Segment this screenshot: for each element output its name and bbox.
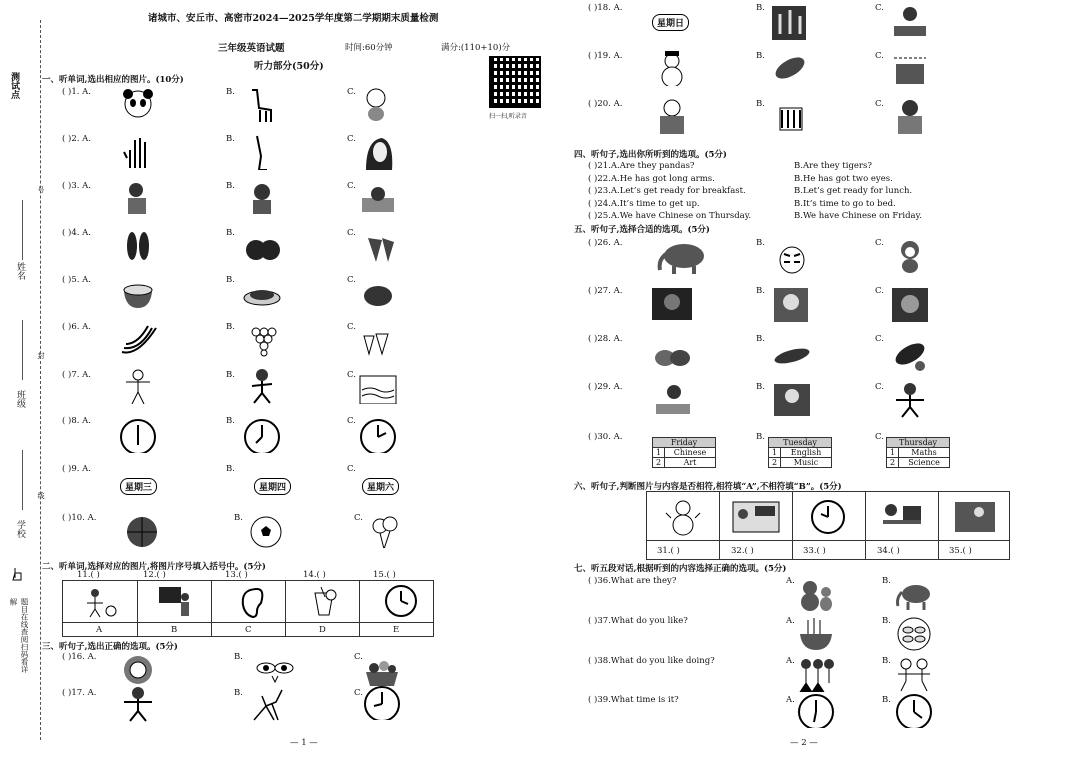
section-6-heading: 六、听句子,判断图片与内容是否相符,相符填“A”,不相符填“B”。(5分) — [574, 482, 842, 492]
q24-b: B.It’s time to go to bed. — [794, 198, 896, 209]
q8-c: C. — [347, 416, 356, 426]
kids-dancing-icon[interactable] — [894, 656, 934, 692]
panda-icon[interactable] — [118, 86, 158, 122]
q23-b: B.Let’s get ready for lunch. — [794, 186, 913, 196]
q10-row: ( )10. A. — [62, 513, 97, 523]
monkey-icon[interactable] — [358, 86, 398, 122]
q14-label: 14.( ) — [303, 570, 326, 580]
computer-user-icon[interactable] — [879, 500, 925, 534]
q36-a: A. — [786, 576, 795, 586]
school-blank — [22, 450, 23, 510]
q2-c: C. — [347, 134, 356, 144]
divider — [647, 540, 1009, 541]
q30-row: ( )30. A. — [588, 432, 623, 442]
page-number-1: — 1 — — [290, 738, 318, 748]
period: 1 — [653, 448, 665, 458]
q36-b: B. — [882, 576, 891, 586]
q18-c: C. — [875, 3, 884, 13]
q17-row: ( )17. A. — [62, 688, 97, 698]
face-icon[interactable] — [358, 134, 398, 170]
q8-row: ( )8. A. — [62, 416, 92, 426]
new-year-icon[interactable] — [890, 50, 930, 86]
basketball-icon[interactable] — [124, 512, 164, 548]
photo-c-icon[interactable] — [890, 286, 930, 322]
period: 1 — [769, 448, 781, 458]
giraffe-icon[interactable] — [242, 86, 282, 122]
period: 1 — [887, 448, 899, 458]
corn-icon[interactable] — [768, 50, 808, 86]
pointer-icon — [10, 566, 26, 584]
class-label: 班级 — [15, 390, 25, 408]
q23-row: ( )23.A.Let’s get ready for breakfast. — [588, 186, 746, 196]
q31-label: 31.( ) — [657, 546, 680, 556]
day-card-wednesday[interactable]: 星期三 — [120, 478, 157, 495]
subject: Art — [665, 458, 716, 468]
q28-c: C. — [875, 334, 884, 344]
timetable-day: Friday — [653, 438, 716, 448]
q35-label: 35.( ) — [949, 546, 972, 556]
period: 2 — [887, 458, 899, 468]
subject: Science — [899, 458, 950, 468]
kids-running-icon[interactable] — [796, 656, 836, 692]
q27-row: ( )27. A. — [588, 286, 623, 296]
q1-c: C. — [347, 87, 356, 97]
q21-b: B.Are they tigers? — [794, 161, 872, 171]
fruit-basket-icon[interactable] — [362, 652, 402, 688]
q2-b: B. — [226, 134, 235, 144]
snowman-icon[interactable] — [652, 50, 692, 86]
q27-c: C. — [875, 286, 884, 296]
girl-reading-icon[interactable] — [118, 180, 158, 216]
q37-row: ( )37.What do you like? — [588, 616, 688, 626]
q18-b: B. — [756, 3, 765, 13]
photo-b-icon[interactable] — [772, 286, 812, 322]
hand-icon[interactable] — [118, 134, 158, 170]
full-score: 满分:(110+10)分 — [441, 43, 511, 53]
q34-label: 34.( ) — [877, 546, 900, 556]
snowman-icon[interactable] — [665, 498, 701, 536]
classroom-scene-icon[interactable] — [731, 500, 781, 534]
divider — [359, 581, 360, 636]
q38-a: A. — [786, 656, 795, 666]
strawberries-icon[interactable] — [358, 322, 398, 358]
divider — [719, 492, 720, 559]
tomatoes-icon[interactable] — [242, 228, 282, 264]
q32-label: 32.( ) — [731, 546, 754, 556]
q39-row: ( )39.What time is it? — [588, 695, 679, 705]
page-1 — [42, 0, 538, 763]
clock-icon[interactable] — [242, 417, 282, 453]
q7-row: ( )7. A. — [62, 370, 92, 380]
q39-b: B. — [882, 695, 891, 705]
divider — [137, 581, 138, 636]
part2-table — [62, 570, 434, 637]
fold-line — [40, 20, 41, 740]
q8-b: B. — [226, 416, 235, 426]
q27-b: B. — [756, 286, 765, 296]
name-label: 姓名 — [15, 262, 25, 280]
q36-row: ( )36.What are they? — [588, 576, 677, 586]
ear-icon[interactable] — [233, 585, 269, 619]
lion-icon[interactable] — [118, 652, 158, 688]
classroom-icon[interactable] — [157, 585, 193, 619]
q20-b: B. — [756, 99, 765, 109]
q22-b: B.He has got two eyes. — [794, 173, 893, 184]
q13-label: 13.( ) — [225, 570, 248, 580]
subject: Maths — [899, 448, 950, 458]
girl-eating-icon[interactable] — [242, 180, 282, 216]
elephant-icon[interactable] — [652, 238, 712, 274]
beans-icon[interactable] — [118, 228, 158, 264]
section-5-heading: 五、听句子,选择合适的选项。(5分) — [574, 225, 710, 235]
q6-c: C. — [347, 322, 356, 332]
photo-a-icon[interactable] — [652, 286, 692, 322]
q4-b: B. — [226, 228, 235, 238]
qr-code[interactable] — [489, 56, 541, 108]
q21-row: ( )21.A.Are they pandas? — [588, 161, 695, 171]
divider — [865, 492, 866, 559]
q9-b: B. — [226, 464, 235, 474]
section-7-heading: 七、听五段对话,根据听到的内容选择正确的选项。(5分) — [574, 564, 787, 574]
q16-row: ( )16. A. — [62, 652, 97, 662]
qr-caption: 扫一扫,听录音 — [489, 113, 527, 120]
clock-icon[interactable] — [358, 417, 398, 453]
timetable-day: Tuesday — [769, 438, 832, 448]
leg-icon[interactable] — [242, 134, 282, 170]
q4-row: ( )4. A. — [62, 228, 92, 238]
kungfu-icon[interactable] — [890, 382, 930, 418]
boy-drawing-icon[interactable] — [772, 382, 812, 418]
seal-mark: 封 — [37, 352, 45, 359]
boy-writing-icon[interactable] — [652, 382, 692, 418]
eyes-icon[interactable] — [254, 652, 294, 688]
q10-b: B. — [234, 513, 243, 523]
q3-c: C. — [347, 181, 356, 191]
q33-label: 33.( ) — [803, 546, 826, 556]
clock-icon[interactable] — [362, 684, 402, 720]
name-blank — [22, 200, 23, 260]
q19-b: B. — [756, 51, 765, 61]
football-icon[interactable] — [248, 512, 288, 548]
q11-label: 11.( ) — [77, 570, 100, 580]
q25-row: ( )25.A.We have Chinese on Thursday. — [588, 211, 752, 221]
q22-row: ( )22.A.He has got long arms. — [588, 173, 715, 184]
q30-b: B. — [756, 432, 765, 442]
noodles-icon[interactable] — [796, 616, 836, 652]
clock-icon[interactable] — [118, 417, 158, 453]
letter-c: C — [245, 625, 252, 635]
letter-d: D — [319, 625, 326, 635]
timetable-a[interactable] — [652, 437, 716, 468]
boy-sleeping-icon[interactable] — [358, 180, 398, 216]
q17-b: B. — [234, 688, 243, 698]
q9-c: C. — [347, 464, 356, 474]
page-number-2: — 2 — — [790, 738, 818, 748]
q30-c: C. — [875, 432, 884, 442]
trees-icon[interactable] — [770, 4, 810, 40]
peas-icon[interactable] — [772, 336, 812, 372]
q38-b: B. — [882, 656, 891, 666]
rice-bowl-icon[interactable] — [118, 276, 158, 312]
q2-row: ( )2. A. — [62, 134, 92, 144]
q16-b: B. — [234, 652, 243, 662]
q1-row: ( )1. A. — [62, 87, 92, 97]
divider — [63, 622, 433, 623]
period: 2 — [769, 458, 781, 468]
q29-c: C. — [875, 382, 884, 392]
period: 2 — [653, 458, 665, 468]
q12-label: 12.( ) — [143, 570, 166, 580]
divider — [792, 492, 793, 559]
part6-table — [646, 491, 1010, 560]
q9-row: ( )9. A. — [62, 464, 92, 474]
brand-mark: 测试点 — [9, 72, 19, 99]
section-4-heading: 四、听句子,选出你所听到的选项。(5分) — [574, 150, 727, 160]
teacher-icon[interactable] — [890, 98, 930, 134]
letter-e: E — [393, 625, 400, 635]
swimming-icon[interactable] — [358, 368, 398, 404]
q5-row: ( )5. A. — [62, 275, 92, 285]
q20-row: ( )20. A. — [588, 99, 623, 109]
zebra-icon[interactable] — [772, 98, 812, 134]
q4-c: C. — [347, 228, 356, 238]
subject-title: 三年级英语试题 — [218, 43, 285, 54]
q37-a: A. — [786, 616, 795, 626]
seat-label: 号 — [37, 186, 45, 193]
q39-a: A. — [786, 695, 795, 705]
q29-b: B. — [756, 382, 765, 392]
q6-b: B. — [226, 322, 235, 332]
scan-note: 题目在线查阅扫码看详解 — [9, 598, 29, 673]
q3-row: ( )3. A. — [62, 181, 92, 191]
dancing-girl-icon[interactable] — [118, 368, 158, 404]
clock-icon[interactable] — [796, 692, 836, 728]
q16-c: C. — [354, 652, 363, 662]
q3-b: B. — [226, 181, 235, 191]
divider — [211, 581, 212, 636]
day-card-sunday[interactable]: 星期日 — [652, 14, 689, 31]
kungfu-boy-icon[interactable] — [118, 686, 158, 722]
q29-row: ( )29. A. — [588, 382, 623, 392]
monkey-icon[interactable] — [890, 238, 930, 274]
dumplings-icon[interactable] — [894, 616, 934, 652]
tiger-icon[interactable] — [772, 238, 812, 274]
q25-b: B.We have Chinese on Friday. — [794, 211, 922, 221]
q28-b: B. — [756, 334, 765, 344]
elephants-icon[interactable] — [894, 576, 934, 612]
running-boy-icon[interactable] — [242, 368, 282, 404]
line-mark: 线 — [37, 492, 45, 499]
section-2-heading: 二、听单词,选择对应的图片,将图片序号填入括号中。(5分) — [42, 562, 266, 572]
subject: English — [781, 448, 832, 458]
q20-c: C. — [875, 99, 884, 109]
q19-row: ( )19. A. — [588, 51, 623, 61]
q1-b: B. — [226, 87, 235, 97]
carrots-icon[interactable] — [358, 228, 398, 264]
q6-row: ( )6. A. — [62, 322, 92, 332]
q26-row: ( )26. A. — [588, 238, 623, 248]
day-card-thursday[interactable]: 星期四 — [254, 478, 291, 495]
q5-b: B. — [226, 275, 235, 285]
boy-on-stairs-icon[interactable] — [953, 500, 997, 534]
q15-label: 15.( ) — [373, 570, 396, 580]
exam-title: 诸城市、安丘市、高密市2024—2025学年度第二学期期末质量检测 — [148, 13, 439, 24]
bananas-icon[interactable] — [118, 322, 158, 358]
q7-b: B. — [226, 370, 235, 380]
school-label: 学校 — [15, 520, 25, 538]
listening-title: 听力部分(50分) — [254, 61, 324, 72]
letter-a: A — [96, 625, 103, 635]
section-1-heading: 一、听单词,选出相应的图片。(10分) — [42, 75, 184, 85]
page-2 — [572, 0, 1052, 763]
subject: Music — [781, 458, 832, 468]
q19-c: C. — [875, 51, 884, 61]
clock-icon[interactable] — [894, 692, 934, 728]
balloons-icon[interactable] — [366, 512, 406, 548]
letter-b: B — [171, 625, 178, 635]
divider — [285, 581, 286, 636]
q17-c: C. — [354, 688, 363, 698]
mantis-icon[interactable] — [248, 686, 288, 722]
juice-icon[interactable] — [307, 585, 343, 619]
timetable-c[interactable] — [886, 437, 950, 468]
q28-row: ( )28. A. — [588, 334, 623, 344]
q5-c: C. — [347, 275, 356, 285]
divider — [938, 492, 939, 559]
clock-icon[interactable] — [383, 583, 419, 619]
winter-kid-icon[interactable] — [652, 98, 692, 134]
q26-c: C. — [875, 238, 884, 248]
class-blank — [22, 320, 23, 380]
potatoes-icon[interactable] — [652, 336, 692, 372]
timetable-day: Thursday — [887, 438, 950, 448]
section-3-heading: 三、听句子,选出正确的选项。(5分) — [42, 642, 178, 652]
fish-dish-icon[interactable] — [242, 276, 282, 312]
eggplant-icon[interactable] — [890, 336, 930, 372]
q24-row: ( )24.A.It’s time to get up. — [588, 198, 700, 209]
q37-b: B. — [882, 616, 891, 626]
subject: Chinese — [665, 448, 716, 458]
kids-playing-icon[interactable] — [83, 585, 119, 619]
chicken-icon[interactable] — [358, 276, 398, 312]
timetable-b[interactable] — [768, 437, 832, 468]
q10-c: C. — [354, 513, 363, 523]
q26-b: B. — [756, 238, 765, 248]
q18-row: ( )18. A. — [588, 3, 623, 13]
q7-c: C. — [347, 370, 356, 380]
clock-icon[interactable] — [809, 498, 847, 536]
boy-studying-icon[interactable] — [890, 4, 930, 40]
q38-row: ( )38.What do you like doing? — [588, 656, 715, 666]
grapes-icon[interactable] — [242, 322, 282, 358]
bears-icon[interactable] — [796, 576, 836, 612]
day-card-saturday[interactable]: 星期六 — [362, 478, 399, 495]
time-limit: 时间:60分钟 — [345, 43, 393, 53]
